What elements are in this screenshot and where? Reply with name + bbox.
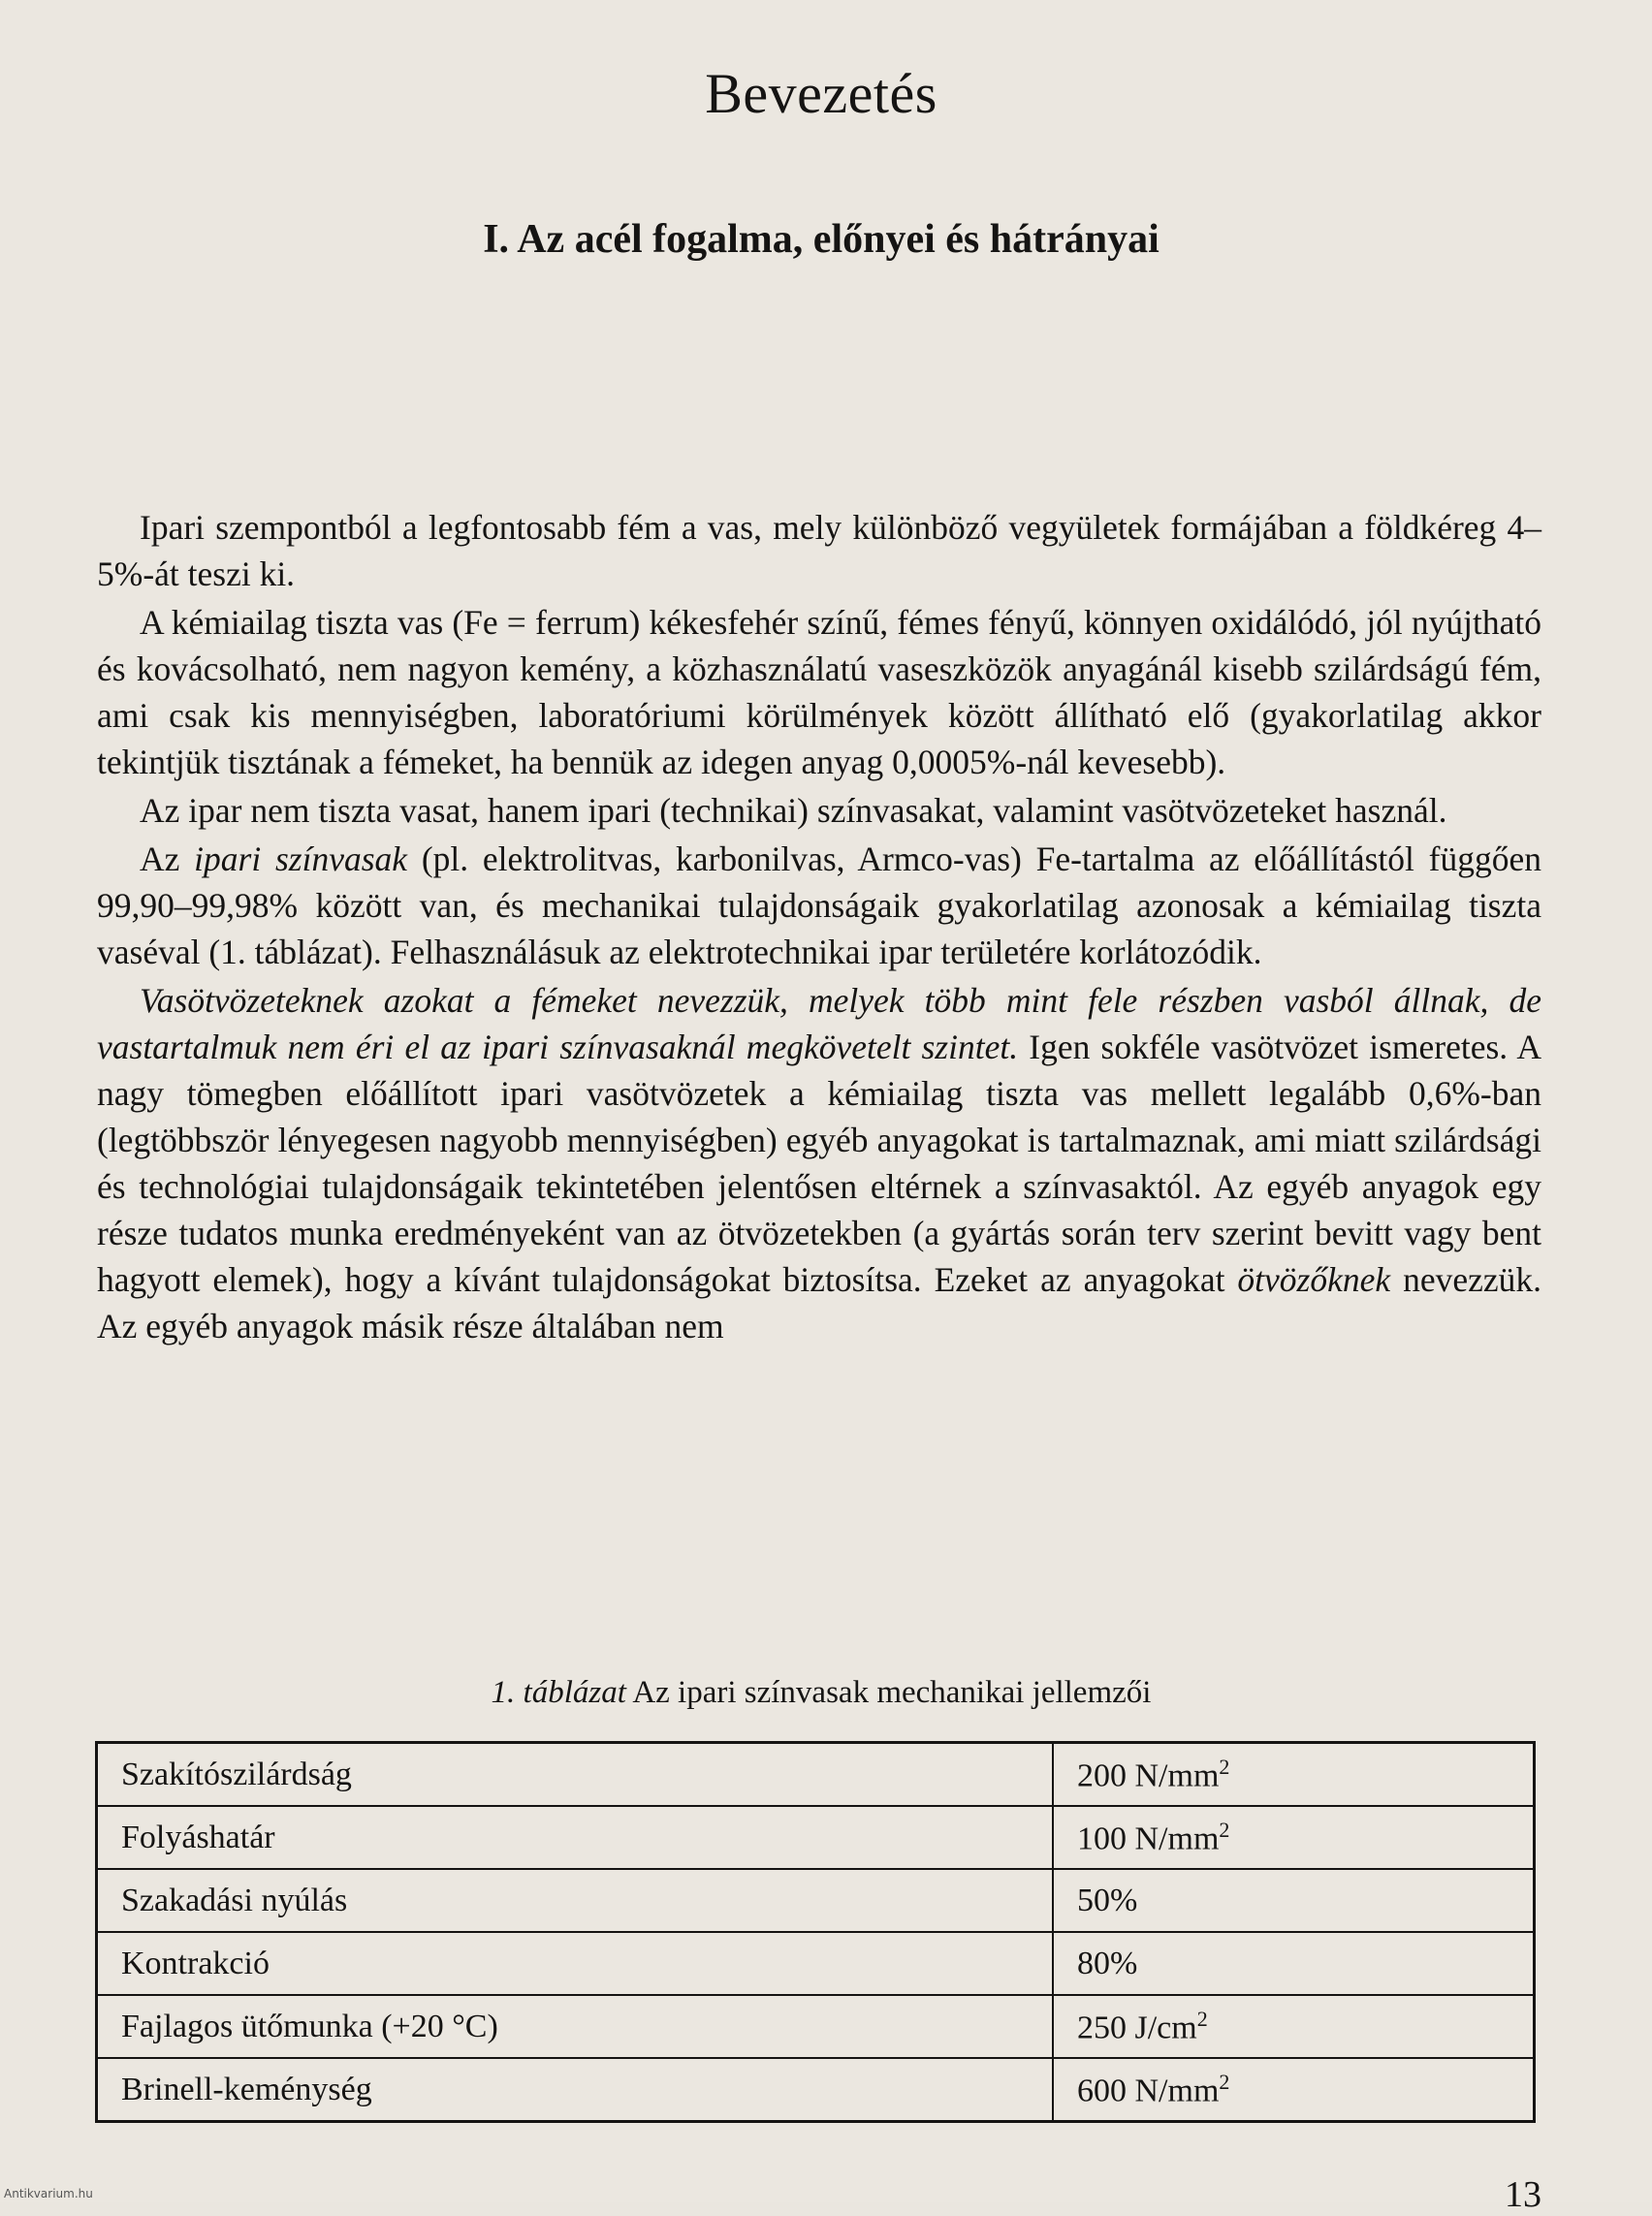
paragraph-text: Igen sokféle vasötvözet ismeretes. A nagy tömegben előállított ipari vasötvözetek a kémiailag tiszta vas mellett legalább 0,6%-ban (legtöbbször lényegesen nagyobb mennyiségben) egyéb anyagokat is tartalmaznak, ami miatt szilárdsági és technológiai tulajdonságaik tekintetében jelentősen eltérnek a színvasaktól. Az egyéb anyagok egy része tudatos munka eredményeként van az ötvözetekben (a gyártás során terv szerint bevitt vagy bent hagyott elemek), hogy a kívánt tulajdonságokat biztosítsa. Ezeket az anyagokat: [97, 1028, 1541, 1299]
paragraph: [97, 836, 1541, 977]
paragraph-text: Az ipar nem tiszta vasat, hanem ipari (technikai) színvasakat, valamint vasötvözeteket használ.: [140, 791, 1447, 830]
paragraph-text: A kémiailag tiszta vas (Fe = ferrum) kékesfehér színű, fémes fényű, könnyen oxidálódó, jól nyújtható és kovácsolható, nem nagyon kemény, a közhasználatú vaseszközök anyagánál kisebb szilárdságú fém, ami csak kis mennyiségben, laboratóriumi körülmények között állítható elő (gyakorlatilag akkor tekintjük tisztának a fémeket, ha bennük az idegen anyag 0,0005%-nál kevesebb).: [97, 603, 1541, 781]
chapter-title: Bevezetés: [705, 61, 937, 125]
property-value: 50%: [1077, 1882, 1138, 1918]
property-value-cell: [1053, 1869, 1535, 1932]
property-value-cell: [1053, 1743, 1535, 1807]
table-caption-text: Az ipari színvasak mechanikai jellemzői: [625, 1675, 1152, 1710]
italic-text: ötvözőknek: [1237, 1260, 1391, 1299]
property-name-cell: Fajlagos ütőmunka (+20 °C): [97, 1995, 1054, 2058]
table-row: [97, 1743, 1535, 1807]
property-name-cell: Szakítószilárdság: [97, 1743, 1054, 1807]
property-value: 250 J/cm: [1077, 2010, 1197, 2046]
table-row: [97, 1869, 1535, 1932]
property-value: 100 N/mm: [1077, 1820, 1220, 1857]
table-caption-label: 1. táblázat: [491, 1675, 626, 1710]
property-value: 200 N/mm: [1077, 1757, 1220, 1794]
property-name-cell: Kontrakció: [97, 1932, 1054, 1995]
unit-exponent: 2: [1219, 2069, 1230, 2094]
unit-exponent: 2: [1219, 1817, 1230, 1842]
section-title: I. Az acél fogalma, előnyei és hátrányai: [483, 216, 1160, 262]
unit-exponent: 2: [1196, 2006, 1208, 2031]
unit-exponent: 2: [1219, 1754, 1230, 1779]
property-name-cell: Szakadási nyúlás: [97, 1869, 1054, 1932]
table-row: [97, 1995, 1535, 2058]
property-name-cell: Folyáshatár: [97, 1806, 1054, 1869]
property-value-cell: [1053, 1932, 1535, 1995]
paragraph-text: (pl. elektrolitvas, karbonilvas, Armco-vas) Fe-tartalma az előállítástól függően 99,90–99,98% között van, és mechanikai tulajdonságaik gyakorlatilag azonosak a kémiailag tiszta vaséval (1. táblázat). Felhasználásuk az elektrotechnikai ipar területére korlátozódik.: [97, 839, 1542, 971]
property-value-cell: [1053, 2058, 1535, 2122]
property-value-cell: [1053, 1806, 1535, 1869]
italic-text: ipari színvasak: [194, 839, 408, 878]
property-value-cell: [1053, 1995, 1535, 2058]
paragraph-text: nevezzük. Az egyéb anyagok másik része általában nem: [97, 1260, 1541, 1345]
paragraph-text: Az: [140, 839, 195, 878]
table-row: [97, 1932, 1535, 1995]
property-value: 600 N/mm: [1077, 2073, 1220, 2109]
table-row: [97, 2058, 1535, 2122]
body-text: [97, 504, 1541, 1351]
property-name-cell: Brinell-keménység: [97, 2058, 1054, 2122]
paragraph: [97, 787, 1541, 836]
italic-text: Vasötvözeteknek azokat a fémeket nevezzük, melyek több mint fele részben vasból állnak, de vastartalmuk nem éri el az ipari színvasaknál megkövetelt szintet.: [97, 981, 1541, 1066]
paragraph: [97, 977, 1541, 1351]
table-caption: [0, 1675, 1642, 1711]
paragraph: [97, 504, 1541, 599]
watermark: Antikvarium.hu: [4, 2187, 93, 2200]
mechanical-properties-table: [95, 1741, 1536, 2123]
property-value: 80%: [1077, 1945, 1138, 1981]
paragraph-text: Ipari szempontból a legfontosabb fém a vas, mely különböző vegyületek formájában a földkéreg 4–5%-át teszi ki.: [97, 508, 1541, 593]
table-row: [97, 1806, 1535, 1869]
page-number: 13: [1505, 2174, 1541, 2215]
paragraph: [97, 599, 1541, 787]
